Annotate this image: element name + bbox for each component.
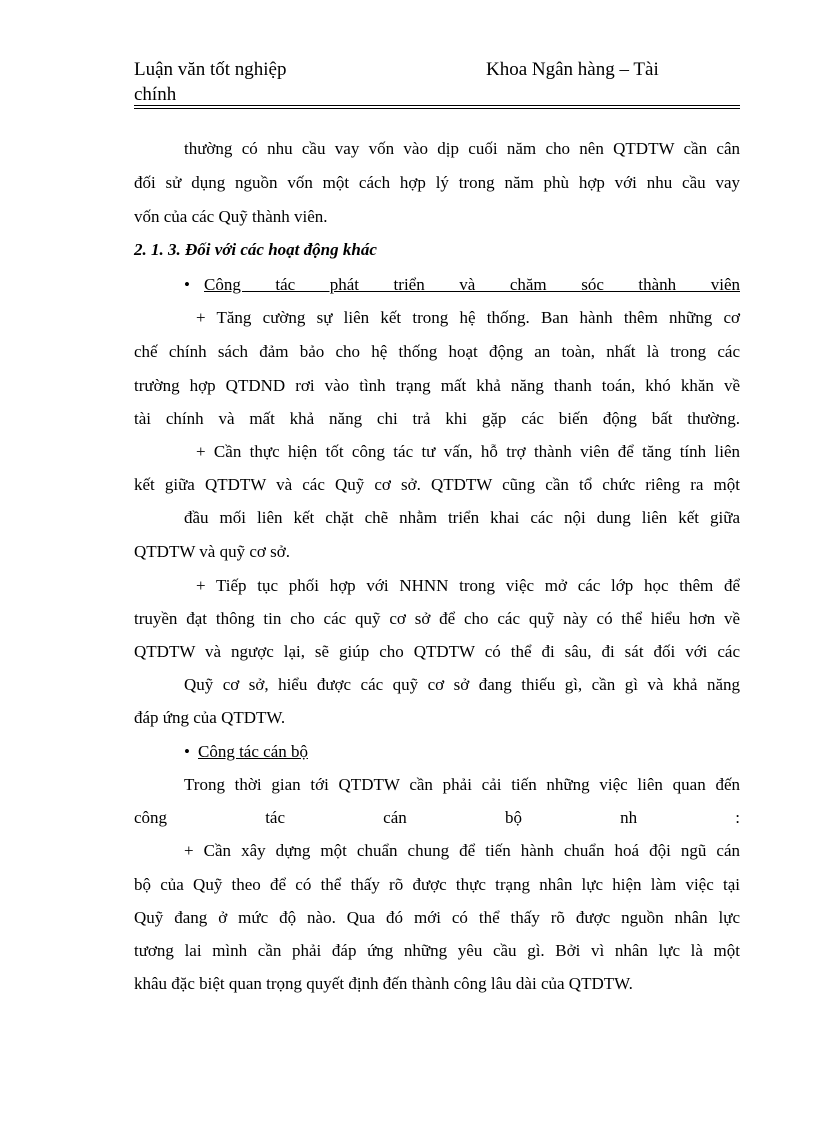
- paragraph-line: + Cần thực hiện tốt công tác tư vấn, hỗ trợ thành viên để tăng tính liên: [196, 442, 740, 461]
- paragraph-line: công tác cán bộ nh :: [134, 808, 740, 827]
- paragraph-line: + Tiếp tục phối hợp với NHNN trong việc mở các lớp học thêm để: [196, 576, 740, 595]
- paragraph-line: kết giữa QTDTW và các Quỹ cơ sở. QTDTW cũng cần tổ chức riêng ra một: [134, 475, 740, 494]
- header-rule-bottom: [134, 108, 740, 109]
- bullet-title: Công tác phát triển và chăm sóc thành viên: [204, 275, 740, 294]
- paragraph-line: chế chính sách đảm bảo cho hệ thống hoạt động an toàn, nhất là trong các: [134, 342, 740, 361]
- paragraph-line: đáp ứng của QTDTW.: [134, 708, 286, 727]
- paragraph-line: Quỹ đang ở mức độ nào. Qua đó mới có thể thấy rõ được nguồn nhân lực: [134, 908, 740, 927]
- paragraph-line: khâu đặc biệt quan trọng quyết định đến thành công lâu dài của QTDTW.: [134, 974, 633, 993]
- paragraph-line: QTDTW và ngược lại, sẽ giúp cho QTDTW có thể đi sâu, đi sát đối với các: [134, 642, 740, 661]
- bullet-icon: •: [184, 742, 190, 761]
- paragraph-line: + Tăng cường sự liên kết trong hệ thống. Ban hành thêm những cơ: [196, 308, 740, 327]
- bullet-icon: •: [184, 275, 190, 294]
- bullet-title: Công tác cán bộ: [198, 742, 308, 761]
- bullet-item: [184, 741, 740, 763]
- bullet-item: [184, 274, 740, 296]
- paragraph-line: trường hợp QTDND rơi vào tình trạng mất khả năng thanh toán, khó khăn về: [134, 376, 740, 395]
- header-rule-top: [134, 105, 740, 106]
- paragraph-line: tương lai mình cần phải đáp ứng những yêu cầu gì. Bởi vì nhân lực là một: [134, 941, 740, 960]
- paragraph-line: Trong thời gian tới QTDTW cần phải cải tiến những việc liên quan đến: [184, 775, 740, 794]
- paragraph-line: thường có nhu cầu vay vốn vào dịp cuối năm cho nên QTDTW cần cân: [184, 139, 740, 158]
- paragraph-line: đầu mối liên kết chặt chẽ nhằm triển khai các nội dung liên kết giữa: [184, 508, 740, 527]
- header-thesis-title-cont: chính: [134, 84, 177, 105]
- paragraph-line: đối sử dụng nguồn vốn một cách hợp lý trong năm phù hợp với nhu cầu vay: [134, 173, 740, 192]
- header-thesis-title: Luận văn tốt nghiệp: [134, 59, 287, 80]
- paragraph-line: QTDTW và quỹ cơ sở.: [134, 542, 290, 561]
- paragraph-line: vốn của các Quỹ thành viên.: [134, 207, 328, 226]
- paragraph-line: truyền đạt thông tin cho các quỹ cơ sở để cho các quỹ này có thể hiểu hơn về: [134, 609, 740, 628]
- paragraph-line: Quỹ cơ sở, hiểu được các quỹ cơ sở đang thiếu gì, cần gì và khả năng: [184, 675, 740, 694]
- section-heading: 2. 1. 3. Đối với các hoạt động khác: [134, 240, 377, 259]
- paragraph-line: tài chính và mất khả năng chi trả khi gặp các biến động bất thường.: [134, 409, 740, 428]
- header-faculty: Khoa Ngân hàng – Tài: [486, 59, 659, 80]
- paragraph-line: bộ của Quỹ theo để có thể thấy rõ được thực trạng nhân lực hiện làm việc tại: [134, 875, 740, 894]
- paragraph-line: + Cần xây dựng một chuẩn chung để tiến hành chuẩn hoá đội ngũ cán: [184, 841, 740, 860]
